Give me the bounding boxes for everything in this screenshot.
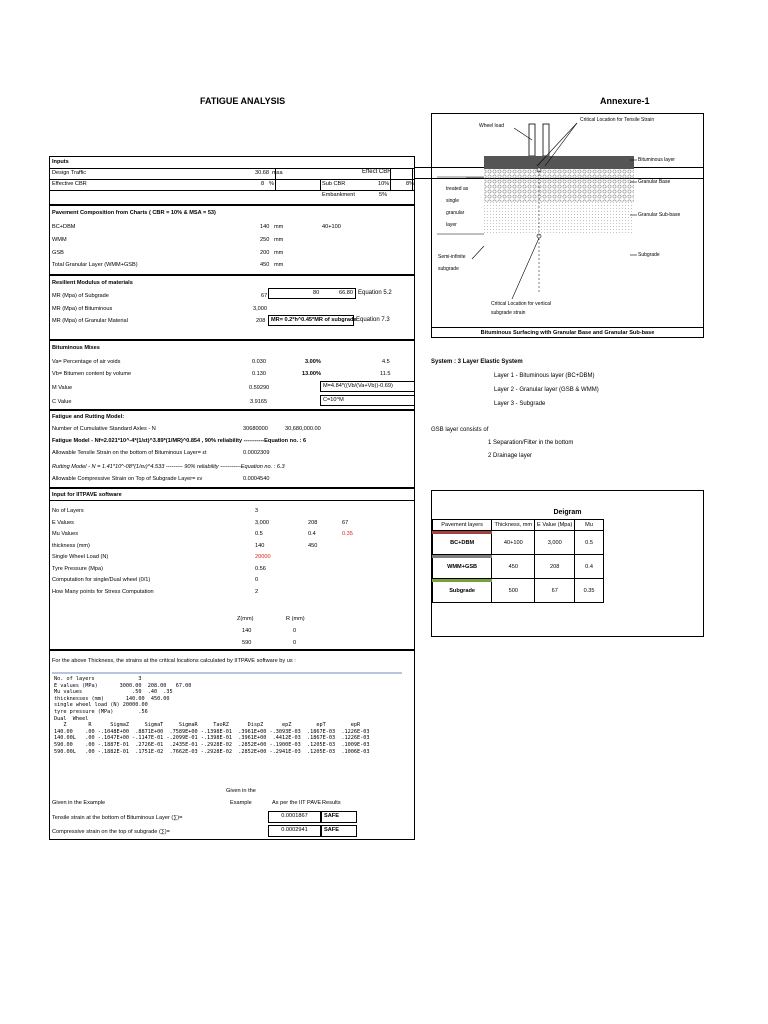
iitpave-row xyxy=(50,564,414,575)
n-value: 30680000 xyxy=(243,426,268,432)
diagram-mu: 0.5 xyxy=(575,531,604,555)
embankment-label: Embankment xyxy=(322,192,355,198)
fig-single: single xyxy=(446,198,460,204)
fig-bituminous-layer: Bituminous layer xyxy=(638,157,675,163)
compressive-value: 0.0004540 xyxy=(243,476,270,482)
bit-row-value: 0.59290 xyxy=(249,385,270,391)
diagram-thickness: 500 xyxy=(492,579,535,603)
pavement-row-value: 140 xyxy=(260,224,270,230)
diagram-header: E Value (Mpa) xyxy=(535,520,575,531)
z-value: 590 xyxy=(242,640,252,646)
diagram-e-value: 3,000 xyxy=(535,531,575,555)
fig-granular: granular xyxy=(446,210,465,216)
bc-dbm-color-bar xyxy=(432,531,492,534)
inputs-section xyxy=(49,156,415,205)
diagram-mu: 0.35 xyxy=(575,579,604,603)
iitpave-output-text xyxy=(54,676,369,755)
sub-cbr-eff: 8% xyxy=(406,181,415,187)
output-line: 590.00L .00 -.1882E-01 .1751E-02 .7662E-03 -.2928E-02 .2852E+00 -.2941E-03 .1205E-03 .1006E-03 xyxy=(54,748,370,755)
tensile-result-value: 0.0001867 xyxy=(268,811,321,823)
diagram-layer: WMM+GSB xyxy=(433,555,492,579)
fig-subgrade-left: subgrade xyxy=(438,266,459,272)
bit-row-label: M Value xyxy=(52,385,73,391)
output-note: For the above Thickness, the strains at the critical locations calculated by IITPAVE software by us : xyxy=(52,658,296,664)
c-formula: C=10^M xyxy=(320,395,415,406)
iitpave-row-value-1: 0 xyxy=(255,577,259,583)
output-line: Z R SigmaZ SigmaT SigmaR TaoRZ DispZ epZ epT epR xyxy=(54,722,361,729)
tensile-value: 0.0002309 xyxy=(243,450,270,456)
output-line: 140.00 .00 -.1048E+00 .8871E+00 .7589E+00 -.1398E-01 .3961E+00 -.3093E-03 .1867E-03 .1226E-03 xyxy=(54,728,370,735)
iitpave-row-value-3: 67 xyxy=(342,519,349,526)
iitpave-row-label: Computation for single/Dual wheel (0/1) xyxy=(52,577,151,583)
output-line: thicknesses (mm) 140.00 450.00 xyxy=(54,695,170,702)
embankment-value: 5% xyxy=(379,192,388,198)
annexure-label: Annexure-1 xyxy=(600,96,650,106)
output-line: Mu values .50 .40 .35 xyxy=(54,689,173,696)
output-line: single wheel load (N) 20000.00 xyxy=(54,702,148,709)
diagram-e-value: 67 xyxy=(535,579,575,603)
diagram-section xyxy=(431,490,704,637)
diagram-layer: BC+DBM xyxy=(433,531,492,555)
compressive-label: Allowable Compressive Strain on Top of Subgrade Layer= εv xyxy=(52,476,203,482)
pavement-row-label: Total Granular Layer (WMM+GSB) xyxy=(52,262,138,268)
iitpave-row-label: How Many points for Stress Computation xyxy=(52,588,154,595)
iitpave-row xyxy=(50,518,414,529)
mr-subgrade-box xyxy=(268,288,356,299)
system-layer-1: Layer 1 - Bituminous layer (BC+DBM) xyxy=(494,373,595,379)
output-line: tyre pressure (MPa) .56 xyxy=(54,708,148,715)
output-line: Dual Wheel xyxy=(54,715,89,722)
design-traffic-value: 30.68 xyxy=(255,170,269,176)
iitpave-row-label: thickness (mm) xyxy=(52,542,90,549)
resilient-row-value: 67 xyxy=(261,293,268,299)
system-layer-3: Layer 3 - Subgrade xyxy=(494,401,546,407)
pavement-row-label: GSB xyxy=(52,250,64,256)
iitpave-row-value-1: 0.56 xyxy=(255,565,266,572)
design-traffic-unit: msa xyxy=(272,170,283,176)
iitpave-row-value-1: 3,000 xyxy=(255,519,269,526)
pavement-figure xyxy=(431,113,704,338)
fig-caption: Bituminous Surfacing with Granular Base and Granular Sub-base xyxy=(432,327,703,339)
iitpave-row xyxy=(50,529,414,540)
design-traffic-label: Design Traffic xyxy=(52,170,87,176)
pavement-row-value: 250 xyxy=(260,237,270,243)
fig-critical-tensile: Critical Location for Tensile Strain xyxy=(580,117,655,123)
as-per-iitpave-heading: As per the IIT PAVE xyxy=(272,800,322,806)
fig-subgrade: Subgrade xyxy=(638,252,660,258)
inputs-heading: Inputs xyxy=(52,159,69,165)
effect-cbr-label: Effect CBR xyxy=(362,169,392,175)
resilient-row-label: MR (Mpa) of Granular Material xyxy=(52,318,128,324)
diagram-header: Pavement layers xyxy=(433,520,492,531)
diagram-thickness: 40+100 xyxy=(492,531,535,555)
iitpave-row-value-2: 450 xyxy=(308,542,318,549)
output-line: E values (MPa) 3000.00 208.00 67.00 xyxy=(54,682,192,689)
fig-granular-subbase: Granular Sub-base xyxy=(638,212,681,218)
diagram-row xyxy=(433,531,604,555)
fig-treated-as: treated as xyxy=(446,186,469,192)
resilient-section xyxy=(49,275,415,340)
n-value-2: 30,680,000.00 xyxy=(285,426,321,432)
tensile-result: SAFE xyxy=(321,811,357,823)
fig-critical-vertical-2: subgrade strain xyxy=(491,310,526,316)
tensile-label: Allowable Tensile Strain on the bottom of Bituminous Layer= εt xyxy=(52,450,207,456)
gsb-item-2: 2 Drainage layer xyxy=(488,453,533,459)
equation-7-3: Equation 7.3 xyxy=(356,317,390,323)
pavement-row-unit: mm xyxy=(274,224,284,230)
mr-box-value-b: 66.80 xyxy=(339,290,353,296)
gsb-item-1: 1 Separation/Filter in the bottom xyxy=(488,440,574,446)
pavement-row-value: 200 xyxy=(260,250,270,256)
resilient-row-value: 3,000 xyxy=(253,306,267,312)
pavement-row-label: BC+DBM xyxy=(52,224,76,230)
diagram-row xyxy=(433,579,604,603)
resilient-row-label: MR (Mpa) of Bituminous xyxy=(52,306,113,312)
m-formula: M=4.84*((Vb/(Va+Vb))-0.69) xyxy=(320,381,415,392)
fig-granular-base: Granular Base xyxy=(638,179,671,185)
diagram-thickness: 450 xyxy=(492,555,535,579)
iitpave-row-label: E Values xyxy=(52,519,74,526)
iitpave-row-label: No of Layers xyxy=(52,508,84,514)
iitpave-row-value-1: 3 xyxy=(255,508,259,514)
iitpave-row-label: Mu Values xyxy=(52,531,79,537)
iitpave-row-label: Single Wheel Load (N) xyxy=(52,554,109,560)
mr-granular-formula: MR= 0.2*h^0.45*MR of subgrade xyxy=(268,315,354,326)
effective-cbr-value: 8 xyxy=(261,181,265,187)
resilient-heading: Resilient Modulus of materials xyxy=(52,280,133,286)
iitpave-row-label: Tyre Pressure (Mpa) xyxy=(52,565,103,572)
diagram-title: Deigram xyxy=(553,509,582,516)
diagram-mu: 0.4 xyxy=(575,555,604,579)
pavement-row-note: 40+100 xyxy=(322,224,341,230)
resilient-row-label: MR (Mpa) of Subgrade xyxy=(52,293,109,299)
bit-row-pct: 3.00% xyxy=(305,359,321,365)
fig-critical-vertical-1: Critical Location for vertical xyxy=(491,301,552,307)
iitpave-input-section xyxy=(49,488,415,650)
pavement-cross-section xyxy=(432,114,703,326)
r-value: 0 xyxy=(293,628,297,634)
iitpave-heading: Input for IITPAVE software xyxy=(52,492,122,498)
iitpave-row xyxy=(50,552,414,563)
iitpave-row-value-2: 208 xyxy=(308,519,318,526)
diagram-layer: Subgrade xyxy=(433,579,492,603)
iitpave-row xyxy=(50,575,414,586)
r-value: 0 xyxy=(293,640,297,646)
bit-row-pct: 13.00% xyxy=(302,371,321,377)
bit-row-label: C Value xyxy=(52,399,72,405)
fig-semi-infinite: Semi-infinite xyxy=(438,254,466,260)
fatigue-section xyxy=(49,410,415,488)
bit-row-label: Va= Percentage of air voids xyxy=(52,359,121,365)
results-heading: Results xyxy=(322,800,341,806)
sub-cbr-label: Sub CBR xyxy=(322,181,346,187)
rutting-model: Rutting Model - N = 1.41*10^-08*(1/εv)^4.533 --------- 90% reliability -----------Equation no. : 6.3 xyxy=(52,464,285,470)
compressive-result-value: 0.0002941 xyxy=(268,825,321,837)
tensile-result-label: Tensile strain at the bottom of Bituminous Layer (∑)= xyxy=(52,815,183,821)
page-title: FATIGUE ANALYSIS xyxy=(200,96,286,106)
iitpave-row-value-2: 0.4 xyxy=(308,531,316,537)
resilient-row-value: 208 xyxy=(256,318,266,324)
bit-row-extra: 4.5 xyxy=(382,359,390,365)
pavement-heading: Pavement Composition from Charts ( CBR = 10% & MSA = 53) xyxy=(52,210,216,216)
diagram-row xyxy=(433,555,604,579)
output-section xyxy=(49,650,415,840)
gsb-heading: GSB layer consists of xyxy=(431,427,489,433)
effective-cbr-label: Effective CBR xyxy=(52,181,87,187)
bit-row-value: 0.130 xyxy=(252,371,266,377)
pavement-row-value: 450 xyxy=(260,262,270,268)
given-in-example: Given in the Example xyxy=(52,800,106,806)
pavement-row-unit: mm xyxy=(274,262,284,268)
diagram-header: Mu xyxy=(575,520,604,531)
bituminous-heading: Bituminous Mixes xyxy=(52,345,100,351)
bit-row-value: 0.030 xyxy=(252,359,266,365)
compressive-result-label: Compressive strain on the top of subgrade (∑)= xyxy=(52,829,170,835)
fig-wheel-load: Wheel load xyxy=(479,123,505,129)
sub-cbr-value: 10% xyxy=(378,181,390,187)
diagram-e-value: 208 xyxy=(535,555,575,579)
z-value: 140 xyxy=(242,628,252,634)
iitpave-row xyxy=(50,587,414,598)
system-layer-2: Layer 2 - Granular layer (GSB & WMM) xyxy=(494,387,599,393)
wmm-gsb-color-bar xyxy=(432,555,492,558)
bit-row-label: Vb= Bitumen content by volume xyxy=(52,371,132,377)
pavement-row-unit: mm xyxy=(274,250,284,256)
output-line: 590.00 .00 -.1887E-01 .2726E-01 .2435E-01 -.2928E-02 .2852E+00 -.1900E-03 .1205E-03 .1009E-03 xyxy=(54,741,370,748)
compressive-result: SAFE xyxy=(321,825,357,837)
iitpave-row-value-1: 20000 xyxy=(255,554,271,560)
subgrade-color-bar xyxy=(432,579,492,582)
equation-5-2: Equation 5.2 xyxy=(358,290,392,296)
fatigue-heading: Fatigue and Rutting Model: xyxy=(52,414,125,420)
output-line: 140.00L .00 -.1047E+00 -.1147E-01 -.2099E-01 -.1398E-01 .3961E+00 .4412E-03 .1867E-03 .1226E-03 xyxy=(54,735,370,742)
bit-row-value: 3.9165 xyxy=(250,399,268,405)
iitpave-row xyxy=(50,541,414,552)
given-in-the: Given in the xyxy=(226,788,256,794)
pavement-row-unit: mm xyxy=(274,237,284,243)
pavement-row-label: WMM xyxy=(52,237,67,243)
iitpave-row-value-1: 2 xyxy=(255,588,259,595)
z-heading: Z(mm) xyxy=(237,616,254,622)
n-label: Number of Cumulative Standard Axles - N xyxy=(52,426,156,432)
diagram-header: Thickness, mm xyxy=(492,520,535,531)
mr-box-value-a: 80 xyxy=(313,290,320,296)
output-line: No. of layers 3 xyxy=(54,676,142,682)
bit-row-extra: 11.5 xyxy=(380,371,391,377)
iitpave-row-value-3: 0.35 xyxy=(342,531,353,537)
iitpave-row-value-1: 140 xyxy=(255,542,265,549)
r-heading: R (mm) xyxy=(286,616,305,622)
iitpave-row xyxy=(50,506,414,517)
system-heading: System : 3 Layer Elastic System xyxy=(431,359,523,365)
effective-cbr-unit: % xyxy=(269,181,274,187)
iitpave-row-value-1: 0.5 xyxy=(255,531,263,537)
pavement-section xyxy=(49,205,415,275)
fig-layer: layer xyxy=(446,222,457,228)
fatigue-model: Fatigue Model - Nf=2.021*10^-4*(1/εt)^3.89*(1/MR)^0.854 , 90% reliability -----------Equation no. : 6 xyxy=(52,438,307,444)
example-heading: Example xyxy=(230,800,252,806)
